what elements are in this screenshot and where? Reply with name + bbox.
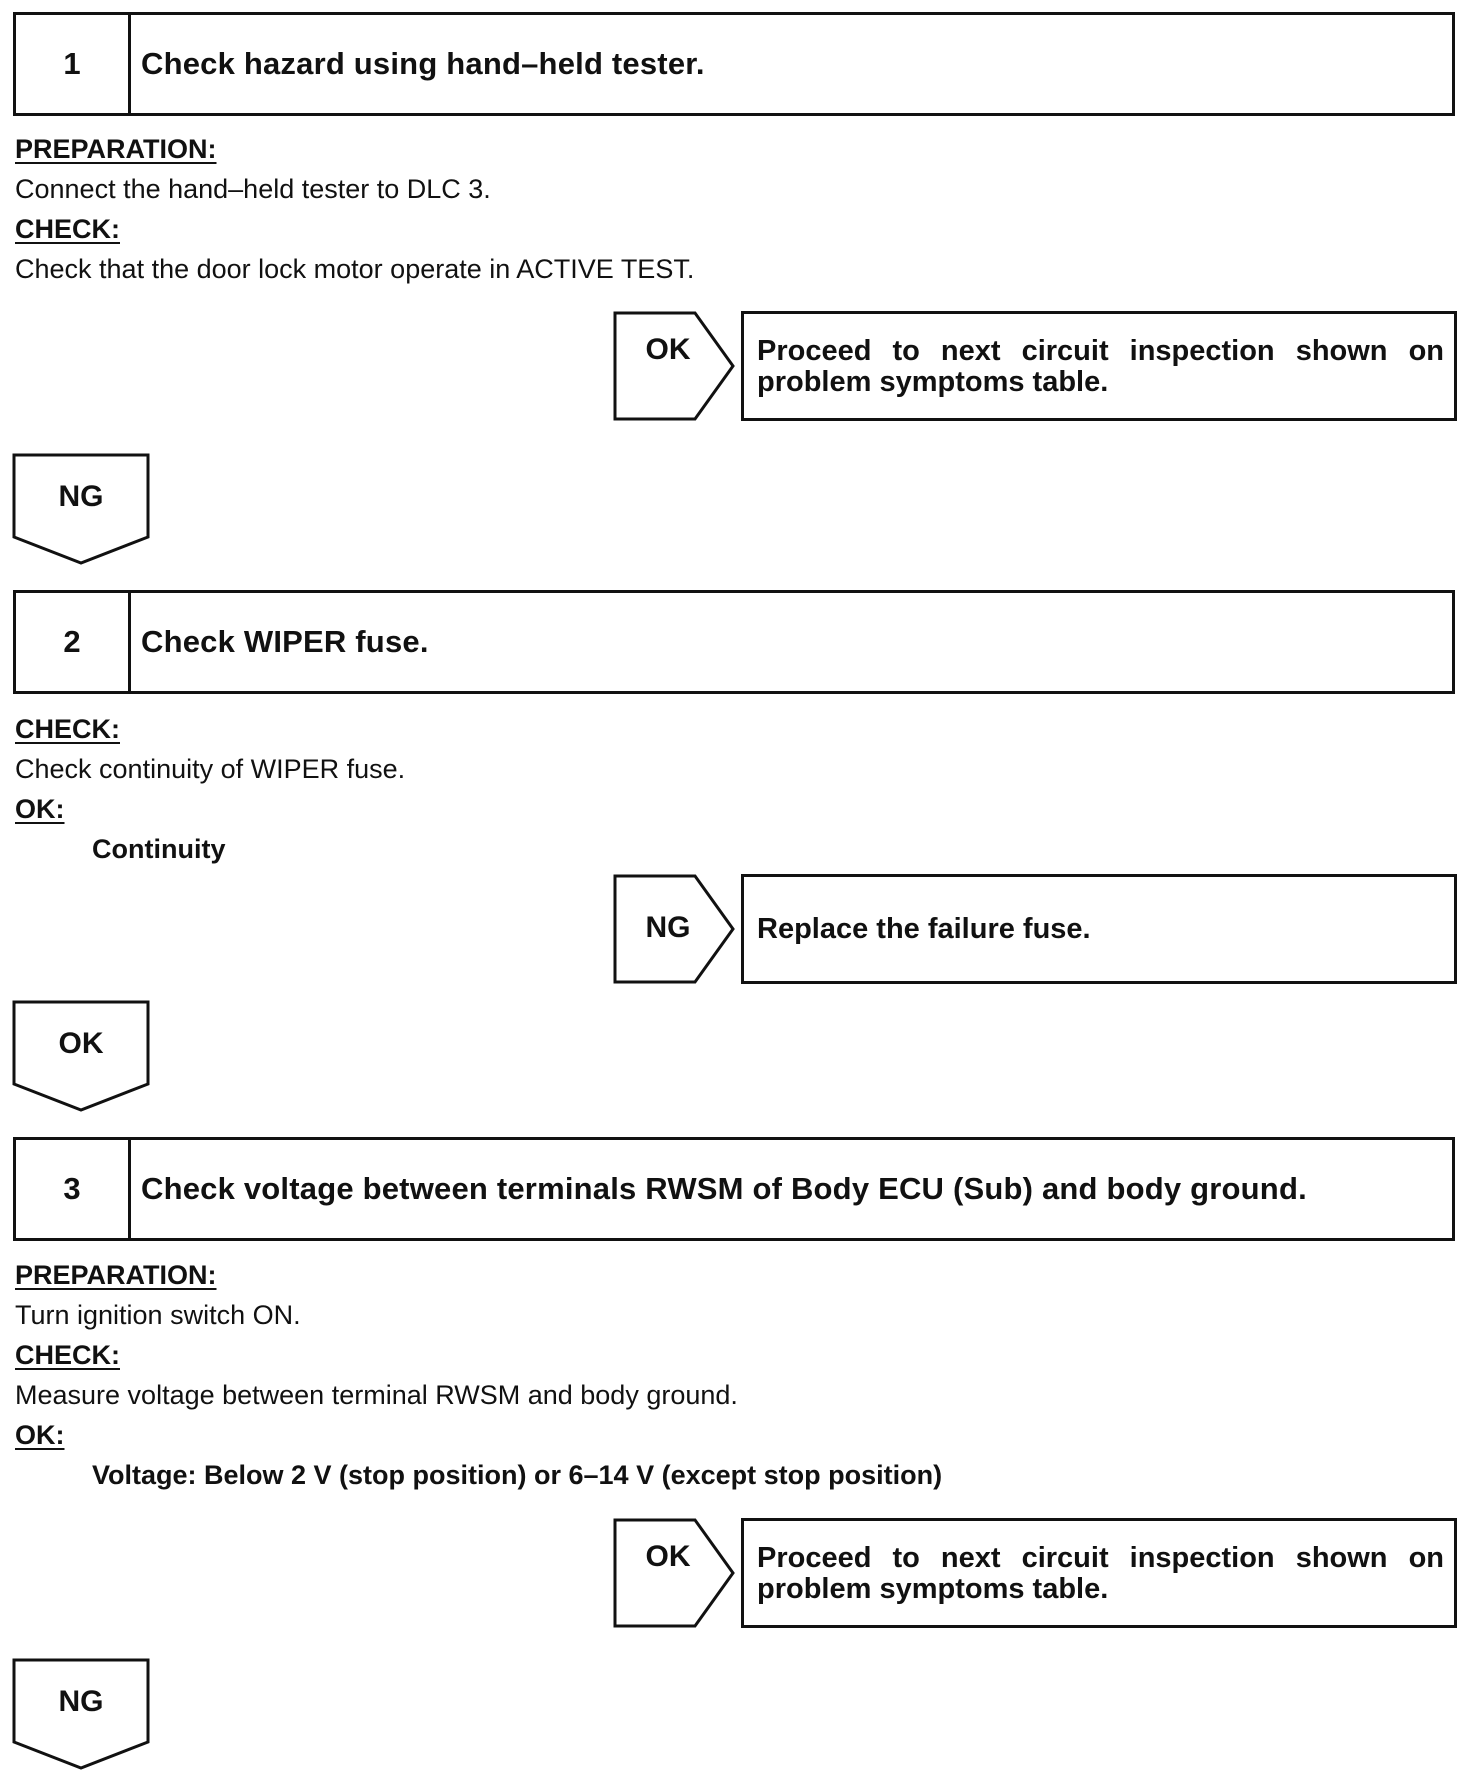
check-text: Check continuity of WIPER fuse.: [15, 754, 406, 784]
step-title: Check hazard using hand–held tester.: [141, 46, 705, 81]
preparation-text: Connect the hand–held tester to DLC 3.: [15, 174, 491, 204]
step-title: Check voltage between terminals RWSM of Body ECU (Sub) and body ground.: [141, 1171, 1307, 1206]
result-label: NG: [645, 911, 691, 944]
flow-label: NG: [58, 1685, 104, 1718]
result-instruction: Proceed to next circuit inspection shown on problem symptoms table.: [741, 1518, 1457, 1628]
check-text: Measure voltage between terminal RWSM and body ground.: [15, 1380, 738, 1410]
check-text: Check that the door lock motor operate in ACTIVE TEST.: [15, 254, 695, 284]
flow-arrow-ng: [12, 1658, 150, 1770]
flow-arrow-ng: [12, 453, 150, 565]
result-instruction: Replace the failure fuse.: [741, 874, 1457, 984]
ok-heading: OK:: [15, 794, 65, 824]
check-heading: CHECK:: [15, 1340, 120, 1370]
result-label: OK: [645, 1540, 691, 1573]
result-label: OK: [645, 333, 691, 366]
step-2-header: [13, 590, 1455, 694]
result-arrow-ok: [613, 311, 738, 421]
preparation-heading: PREPARATION:: [15, 134, 217, 164]
step-number: 2: [16, 593, 131, 691]
check-heading: CHECK:: [15, 714, 120, 744]
result-instruction: Proceed to next circuit inspection shown on problem symptoms table.: [741, 311, 1457, 421]
preparation-heading: PREPARATION:: [15, 1260, 217, 1290]
step-1-header: [13, 12, 1455, 116]
step-3-header: [13, 1137, 1455, 1241]
step-number: 1: [16, 15, 131, 113]
ok-heading: OK:: [15, 1420, 65, 1450]
check-heading: CHECK:: [15, 214, 120, 244]
flow-arrow-ok: [12, 1000, 150, 1112]
preparation-text: Turn ignition switch ON.: [15, 1300, 301, 1330]
ok-value: Continuity: [92, 834, 226, 864]
flow-label: NG: [58, 480, 104, 513]
ok-value: Voltage: Below 2 V (stop position) or 6–14 V (except stop position): [92, 1460, 943, 1490]
result-arrow-ng: [613, 874, 738, 984]
flow-label: OK: [58, 1027, 104, 1060]
step-number: 3: [16, 1140, 131, 1238]
step-title: Check WIPER fuse.: [141, 624, 429, 659]
result-arrow-ok: [613, 1518, 738, 1628]
